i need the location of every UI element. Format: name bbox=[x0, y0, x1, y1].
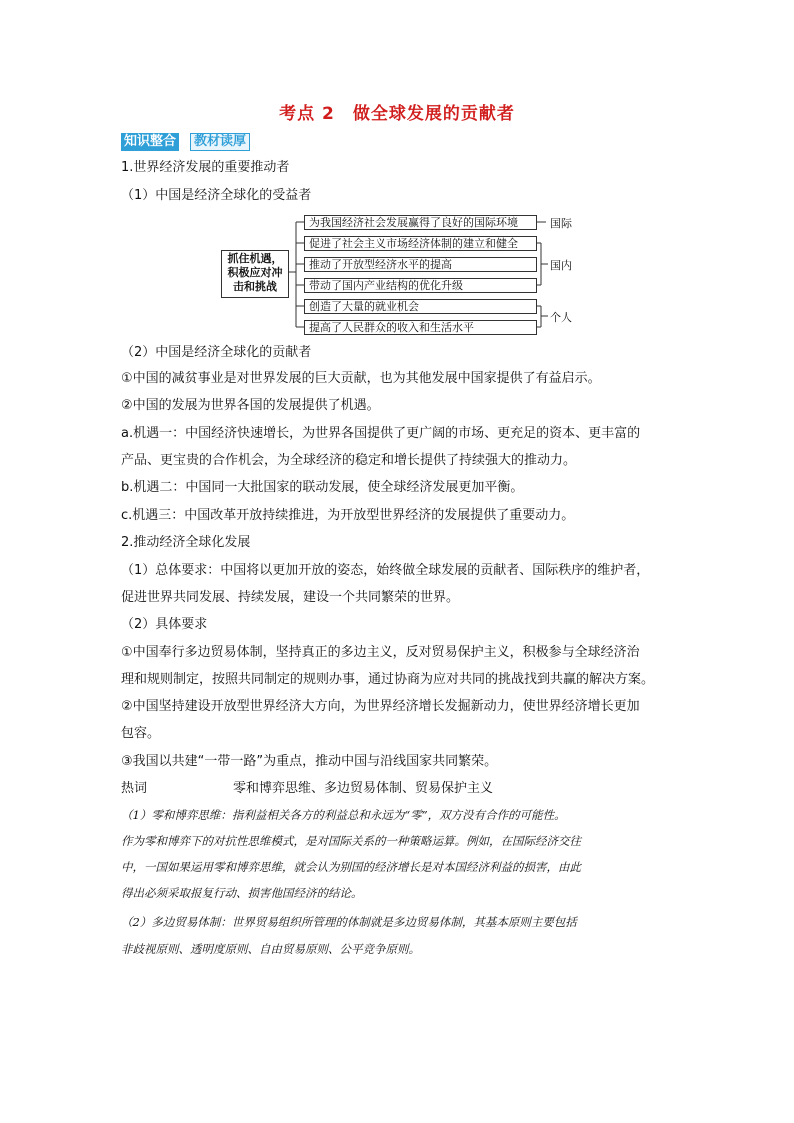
paragraph: ②中国的发展为世界各国的发展提供了机遇。 bbox=[121, 398, 380, 413]
diagram-item: 推动了开放型经济水平的提高 bbox=[304, 257, 537, 272]
paragraph: c.机遇三：中国改革开放持续推进，为开放型世界经济的发展提供了重要动力。 bbox=[121, 508, 575, 523]
section-1-sub-1: （1）中国是经济全球化的受益者 bbox=[121, 188, 312, 203]
paragraph: （1）总体要求：中国将以更加开放的姿态，始终做全球发展的贡献者、国际秩序的维护者， bbox=[121, 563, 650, 578]
diagram-item: 促进了社会主义市场经济体制的建立和健全 bbox=[304, 236, 537, 251]
paragraph: b.机遇二：中国同一大批国家的联动发展，使全球经济发展更加平衡。 bbox=[121, 480, 524, 495]
section-2-heading: 2.推动经济全球化发展 bbox=[121, 535, 251, 550]
hotword-note: （2）多边贸易体制：世界贸易组织所管理的体制就是多边贸易体制，其基本原则主要包括 bbox=[121, 915, 577, 929]
hotwords-label: 热词 bbox=[121, 781, 148, 796]
paragraph: 包容。 bbox=[121, 726, 161, 741]
paragraph: 促进世界共同发展、持续发展，建设一个共同繁荣的世界。 bbox=[121, 590, 460, 605]
diagram-item: 创造了大量的就业机会 bbox=[304, 299, 537, 314]
hotword-note: 中，一国如果运用零和博弈思维，就会认为别国的经济增长是对本国经济利益的损害，由此 bbox=[121, 860, 581, 874]
hotword-note: 作为零和博弈下的对抗性思维模式，是对国际关系的一种策略运算。例如，在国际经济交往 bbox=[121, 834, 581, 848]
paragraph: ①中国奉行多边贸易体制，坚持真正的多边主义，反对贸易保护主义，积极参与全球经济治 bbox=[121, 645, 640, 660]
paragraph: 理和规则制定，按照共同制定的规则办事，通过协商为应对共同的挑战找到共赢的解决方案。 bbox=[121, 672, 655, 687]
hotword-note: 得出必须采取报复行动、损害他国经济的结论。 bbox=[121, 886, 363, 900]
diagram-group-domestic: 国内 bbox=[550, 259, 572, 272]
paragraph: 产品、更宝贵的合作机会，为全球经济的稳定和增长提供了持续强大的推动力。 bbox=[121, 453, 577, 468]
knowledge-integration-badge: 知识整合 bbox=[121, 133, 179, 151]
diagram-group-personal: 个人 bbox=[550, 311, 572, 324]
section-1-heading: 1.世界经济发展的重要推动者 bbox=[121, 160, 290, 175]
paragraph: a.机遇一：中国经济快速增长，为世界各国提供了更广阔的市场、更充足的资本、更丰富的 bbox=[121, 426, 641, 441]
textbook-reading-badge: 教材读厚 bbox=[190, 133, 250, 151]
paragraph: ①中国的减贫事业是对世界发展的巨大贡献，也为其他发展中国家提供了有益启示。 bbox=[121, 371, 601, 386]
diagram-center-box: 抓住机遇，积极应对冲击和挑战 bbox=[221, 250, 289, 298]
diagram-item: 提高了人民群众的收入和生活水平 bbox=[304, 320, 537, 335]
paragraph: ③我国以共建“一带一路”为重点，推动中国与沿线国家共同繁荣。 bbox=[121, 754, 498, 769]
hotwords-terms: 零和博弈思维、多边贸易体制、贸易保护主义 bbox=[233, 781, 494, 796]
diagram-item: 为我国经济社会发展赢得了良好的国际环境 bbox=[304, 215, 537, 230]
page-title: 考点 2 做全球发展的贡献者 bbox=[279, 104, 515, 124]
hotword-note: （1）零和博弈思维：指利益相关各方的利益总和永远为“零”，双方没有合作的可能性。 bbox=[121, 808, 566, 822]
paragraph: ②中国坚持建设开放型世界经济大方向，为世界经济增长发掘新动力，使世界经济增长更加 bbox=[121, 699, 640, 714]
section-1-sub-2: （2）中国是经济全球化的贡献者 bbox=[121, 345, 312, 360]
hotword-note: 非歧视原则、透明度原则、自由贸易原则、公平竞争原则。 bbox=[121, 942, 420, 956]
diagram-group-international: 国际 bbox=[550, 217, 572, 230]
paragraph: （2）具体要求 bbox=[121, 617, 208, 632]
diagram-item: 带动了国内产业结构的优化升级 bbox=[304, 278, 537, 293]
